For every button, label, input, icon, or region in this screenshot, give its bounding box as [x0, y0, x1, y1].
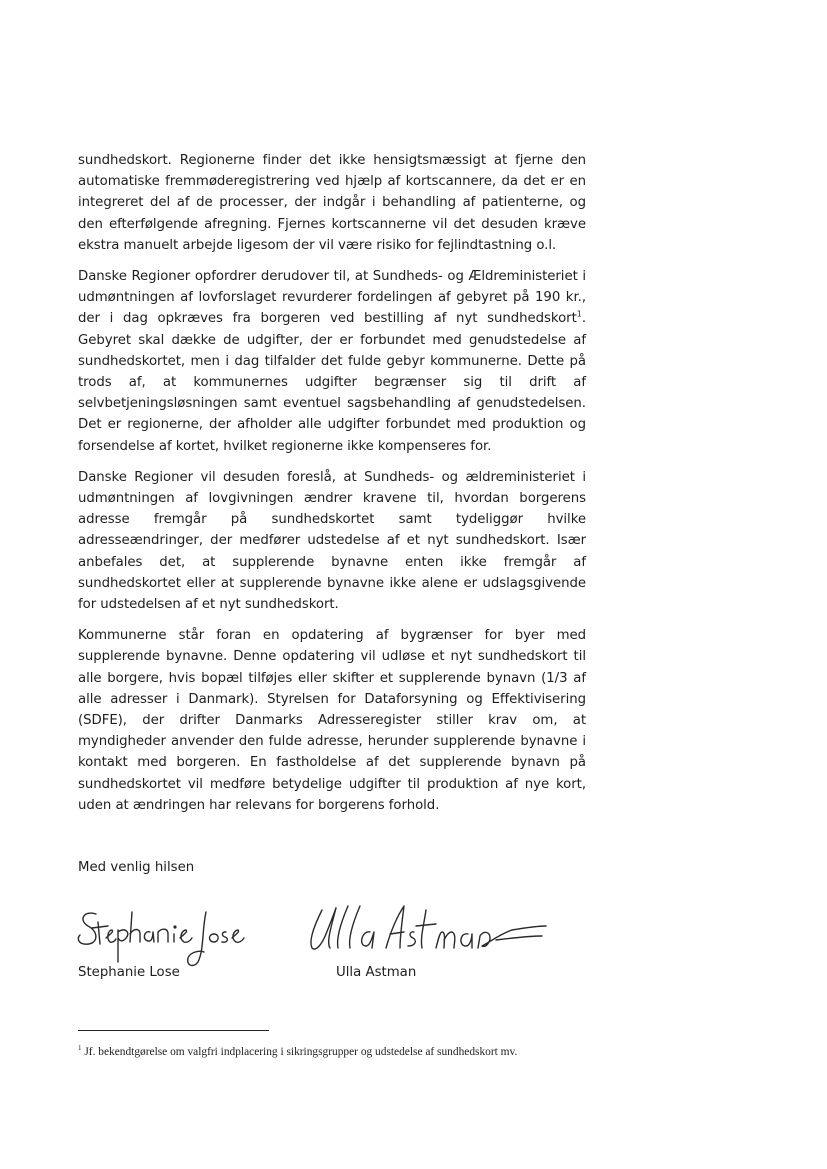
- signature-ulla-astman-graphic: [300, 896, 550, 966]
- paragraph-1: sundhedskort. Regionerne finder det ikke hensigtsmæssigt at fjerne den automatiske fremmøderegistrering ved hjælp af kortscannere, da det er en integreret del af de processer, der indgår i behandling af patienterne, og den efterfølgende afregning. Fjernes kortscannerne vil det desuden kræve ekstra manuelt arbejde ligesom der vil være risiko for fejlindtastning o.l.: [78, 153, 586, 253]
- closing-greeting: Med venlig hilsen: [78, 860, 195, 875]
- paragraph-2: [78, 266, 586, 457]
- footnote: [78, 1040, 598, 1060]
- footnote-marker: 1: [78, 1044, 82, 1052]
- paragraph-2-text-before: Danske Regioner opfordrer derudover til, at Sundheds- og Ældreministeriet i udmøntningen af lovforslaget revurderer fordelingen af gebyret på 190 kr., der i dag opkræves fra borgeren ved bestilling af nyt sundhedskort: [78, 269, 586, 327]
- signature-ulla-astman: [300, 896, 550, 966]
- paragraph-2-text-after: . Gebyret skal dække de udgifter, der er forbundet med genudstedelse af sundhedskortet, men i dag tilfalder det fulde gebyr kommunerne. Dette på trods af, at kommunernes udgifter begrænser sig til drift af selvbetjeningsløsningen samt eventuel sagsbehandling af genudstedelsen. Det er regionerne, der afholder alle udgifter forbundet med produktion og forsendelse af kortet, hvilket regionerne ikke kompenseres for.: [78, 311, 586, 454]
- paragraph-3: Danske Regioner vil desuden foreslå, at Sundheds- og ældreministeriet i udmøntningen af lovgivningen ændrer kravene til, hvordan borgerens adresse fremgår på sundhedskortet samt tydeliggør hvilke adresseændringer, der medfører udstedelse af et nyt sundhedskort. Især anbefales det, at supplerende bynavne enten ikke fremgår af sundhedskortet eller at supplerende bynavne ikke alene er udslagsgivende for udstedelsen af et nyt sundhedskort.: [78, 469, 586, 613]
- footnote-reference: 1: [576, 310, 582, 319]
- footnote-separator: [78, 1030, 269, 1031]
- signatory-name-2: Ulla Astman: [336, 965, 417, 980]
- letter-body: [78, 150, 586, 826]
- paragraph-4: Kommunerne står foran en opdatering af bygrænser for byer med supplerende bynavne. Denne opdatering vil udløse et nyt sundhedskort til alle borgere, hvis bopæl tilføjes eller skifter et supplerende bynavn (1/3 af alle adresser i Danmark). Styrelsen for Dataforsyning og Effektivisering (SDFE), der drifter Danmarks Adresseregister stiller krav om, at myndigheder anvender den fulde adresse, herunder supplerende bynavne i kontakt med borgeren. En fastholdelse af det supplerende bynavn på sundhedskortet vil medføre betydelige udgifter til produktion af nye kort, uden at ændringen har relevans for borgerens forhold.: [78, 628, 586, 813]
- footnote-text: Jf. bekendtgørelse om valgfri indplacering i sikringsgrupper og udstedelse af sundhedskort mv.: [81, 1045, 518, 1058]
- signatory-name-1: Stephanie Lose: [78, 965, 180, 980]
